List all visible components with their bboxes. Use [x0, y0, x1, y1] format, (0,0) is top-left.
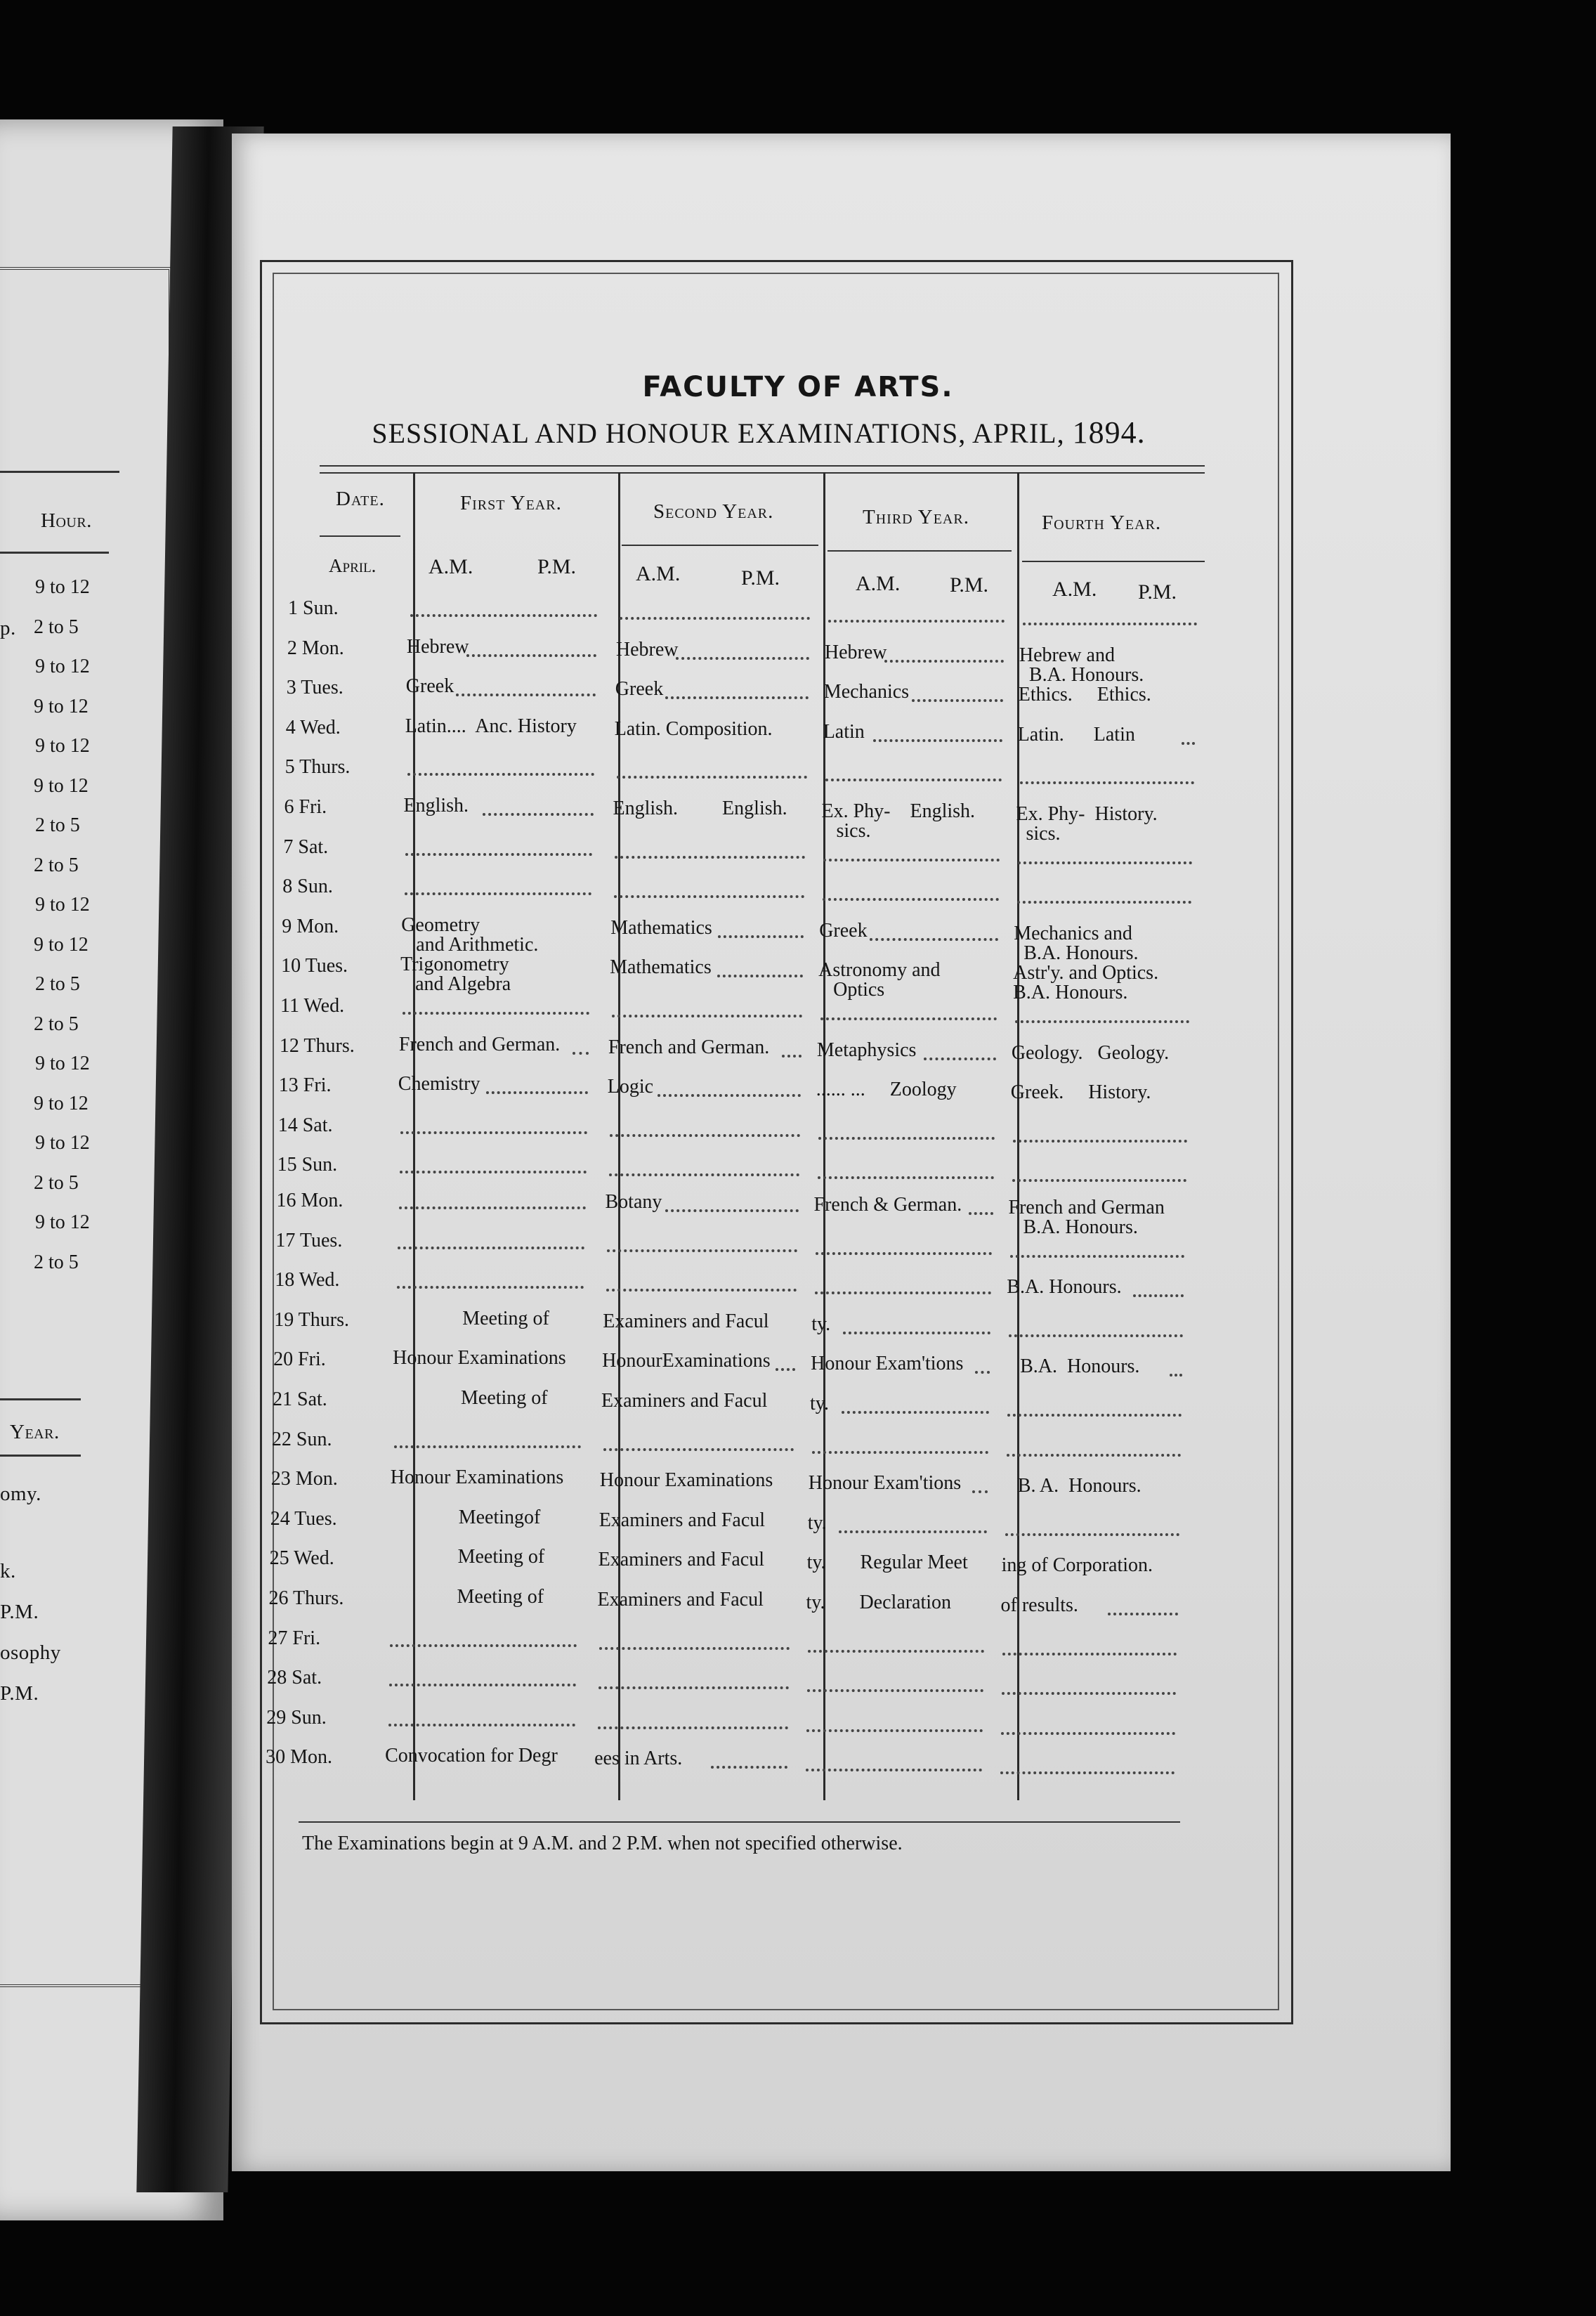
leader-dots [665, 696, 809, 699]
table-row [269, 1587, 1182, 1627]
leader-dots [456, 694, 596, 696]
row-cell-fourth-year: of results. [1000, 1594, 1078, 1616]
col-header-date: Date. [336, 488, 385, 510]
row-date: 11 Wed. [280, 995, 345, 1017]
row-cell-first-year: Trigonometry and Algebra [400, 954, 511, 996]
table-rule-bottom [299, 1821, 1180, 1823]
facing-hour-item: 9 to 12 [35, 1053, 90, 1074]
leader-dots [1170, 1374, 1183, 1377]
row-cell-second-year: Honour Examinations [599, 1469, 773, 1492]
row-cell-second-year: Examiners and Facul [598, 1549, 764, 1571]
facing-hour-item: 9 to 12 [35, 735, 90, 757]
leader-dots [812, 1451, 988, 1454]
first-am-label: A.M. [429, 555, 473, 578]
leader-dots [658, 1094, 801, 1097]
row-cell-first-year: English. [403, 795, 469, 817]
facing-year-header: Year. [10, 1421, 60, 1443]
row-date: 23 Mon. [270, 1468, 338, 1490]
row-cell-second-year: Latin. Composition. [614, 717, 773, 740]
col-header-second-year: Second Year. [653, 500, 774, 523]
table-row [276, 1190, 1190, 1238]
leader-dots [1007, 1454, 1181, 1457]
leader-dots [820, 1017, 997, 1020]
row-date: 28 Sat. [267, 1667, 322, 1689]
row-date: 17 Tues. [275, 1229, 343, 1251]
leader-dots [405, 892, 591, 895]
facing-hour-item: 9 to 12 [34, 1092, 89, 1114]
row-cell-third-year: ty. Regular Meet [806, 1551, 968, 1574]
row-cell-first-year: Meeting of [393, 1307, 549, 1329]
leader-dots [400, 1131, 587, 1134]
facing-hour-item: 9 to 12 [35, 1132, 90, 1154]
second-pm-label: P.M. [741, 566, 780, 590]
row-cell-fourth-year: Mechanics and B.A. Honours. [1014, 922, 1139, 964]
row-date: 2 Mon. [287, 637, 344, 659]
row-date: 5 Thurs. [284, 756, 351, 779]
row-date: 20 Fri. [273, 1348, 326, 1371]
leader-dots [870, 938, 999, 941]
row-date: 12 Thurs. [279, 1034, 355, 1057]
row-cell-first-year: Meeting of [392, 1387, 548, 1409]
row-cell-fourth-year: B.A. Honours. [1005, 1355, 1140, 1378]
leader-dots [620, 617, 810, 620]
row-cell-first-year: Meeting of [388, 1586, 544, 1608]
row-cell-third-year: Honour Exam'tions [808, 1472, 962, 1495]
leader-dots [400, 1171, 587, 1173]
facing-hour-item: 2 to 5 [34, 616, 79, 638]
row-date: 14 Sat. [277, 1114, 333, 1136]
third-am-label: A.M. [856, 572, 901, 595]
row-date: 21 Sat. [273, 1388, 327, 1410]
leader-dots [388, 1724, 575, 1726]
header-rule-third [828, 550, 1012, 552]
row-date: 25 Wed. [269, 1547, 334, 1570]
row-cell-first-year: Honour Examinations [393, 1347, 566, 1370]
header-rule-second [622, 545, 818, 546]
row-cell-first-year: Geometry and Arithmetic. [401, 913, 539, 956]
leader-dots [1108, 1613, 1178, 1615]
row-cell-fourth-year: B. A. Honours. [1002, 1475, 1142, 1497]
facing-hour-item: 9 to 12 [34, 774, 89, 797]
row-cell-first-year: Convocation for Degr [385, 1745, 558, 1767]
table-row [277, 1154, 1191, 1193]
row-cell-second-year: Botany [605, 1191, 662, 1213]
row-cell-first-year: French and German. [398, 1033, 561, 1055]
leader-dots [1007, 1414, 1182, 1417]
facing-hour-item: 9 to 12 [34, 933, 89, 956]
leader-dots [610, 1134, 800, 1137]
row-cell-third-year: Honour Exam'tions [811, 1353, 964, 1375]
row-cell-third-year: Mechanics [823, 681, 910, 703]
leader-dots [407, 773, 594, 776]
leader-dots [466, 654, 596, 657]
facing-hour-item: 9 to 12 [35, 576, 90, 598]
row-date: 27 Fri. [268, 1627, 321, 1649]
row-cell-second-year: Logic [607, 1076, 654, 1098]
leader-dots [609, 1173, 799, 1176]
row-cell-third-year: French & German. [813, 1194, 962, 1216]
row-date: 6 Fri. [284, 796, 327, 818]
row-cell-first-year: Latin.... Anc. History [405, 715, 577, 737]
row-date: 1 Sun. [288, 597, 339, 619]
row-date: 18 Wed. [275, 1269, 340, 1292]
leader-dots [486, 1091, 588, 1094]
leader-dots [969, 1212, 993, 1215]
leader-dots [816, 1252, 992, 1255]
leader-dots [1015, 1020, 1189, 1023]
row-cell-second-year: HonourExaminations [602, 1350, 771, 1372]
table-row [280, 1035, 1193, 1074]
facing-fragment: k. [0, 1560, 16, 1582]
leader-dots [399, 1206, 586, 1209]
facing-hour-item: 9 to 12 [34, 695, 89, 717]
row-cell-first-year: Hebrew [406, 635, 469, 658]
facing-hour-item: 9 to 12 [35, 1211, 90, 1233]
table-row [279, 1074, 1192, 1114]
row-cell-fourth-year: Ethics. Ethics. [1018, 684, 1151, 706]
facing-hour-item: 2 to 5 [35, 814, 80, 836]
facing-hour-item: 2 to 5 [35, 973, 80, 995]
table-row [284, 795, 1198, 845]
table-row [270, 1508, 1184, 1547]
table-row [274, 1309, 1187, 1348]
leader-dots [806, 1769, 982, 1771]
leader-dots [410, 614, 597, 617]
month-label: April. [329, 555, 377, 576]
row-date: 26 Thurs. [268, 1587, 344, 1609]
leader-dots [599, 1647, 790, 1650]
facing-hour-item: 2 to 5 [34, 854, 79, 876]
row-cell-second-year: Examiners and Facul [597, 1589, 764, 1611]
leader-dots [818, 1176, 994, 1179]
document-subtitle [0, 415, 1517, 450]
row-cell-third-year: Hebrew [824, 641, 887, 663]
row-cell-third-year: ty. [811, 1313, 831, 1335]
facing-fragment: P.M. [0, 1682, 39, 1705]
row-date: 7 Sat. [283, 835, 329, 858]
footnote: The Examinations begin at 9 A.M. and 2 P.M. when not specified otherwise. [302, 1833, 903, 1854]
leader-dots [815, 1292, 991, 1294]
row-cell-third-year: Ex. Phy- English. sics. [821, 800, 976, 842]
row-cell-second-year: Hebrew [615, 638, 679, 661]
header-rule-top-2 [320, 472, 1205, 474]
row-cell-third-year: ty. [807, 1511, 827, 1534]
table-row [275, 1230, 1189, 1269]
leader-dots [1010, 1255, 1184, 1258]
leader-dots [1133, 1294, 1184, 1297]
row-date: 22 Sun. [271, 1428, 332, 1450]
header-rule-top [320, 465, 1205, 467]
leader-dots [665, 1209, 799, 1212]
table-row [287, 677, 1200, 716]
row-cell-third-year: Latin [823, 720, 865, 743]
table-row [280, 995, 1193, 1034]
row-cell-first-year: Chemistry [398, 1073, 480, 1095]
row-cell-third-year: Astronomy and Optics [818, 959, 941, 1001]
facing-fragment: p. [0, 617, 16, 639]
facing-hour-header: Hour. [41, 509, 92, 532]
row-cell-first-year: Greek [405, 675, 454, 698]
leader-dots [1023, 623, 1197, 625]
row-cell-fourth-year: ing of Corporation. [1001, 1554, 1153, 1577]
row-cell-second-year: Examiners and Facul [603, 1310, 769, 1332]
row-cell-fourth-year: Astr'y. and Optics. B.A. Honours. [1013, 962, 1159, 1004]
row-cell-second-year: Mathematics [610, 956, 712, 979]
leader-dots [807, 1689, 983, 1692]
row-date: 24 Tues. [270, 1507, 337, 1530]
leader-dots [972, 1490, 988, 1493]
leader-dots [808, 1650, 984, 1653]
leader-dots [397, 1286, 584, 1289]
row-cell-third-year: ty. [810, 1393, 829, 1414]
leader-dots [617, 776, 807, 779]
first-pm-label: P.M. [537, 555, 577, 578]
third-pm-label: P.M. [950, 573, 989, 597]
leader-dots [1012, 1179, 1186, 1182]
leader-dots [573, 1052, 589, 1055]
row-cell-fourth-year: Geology. Geology. [1011, 1041, 1170, 1064]
leader-dots [1017, 901, 1191, 904]
row-cell-fourth-year: B.A. Honours. [1007, 1276, 1122, 1299]
row-cell-third-year: ...... ... Zoology [816, 1079, 957, 1101]
facing-hour-item: 2 to 5 [34, 1171, 79, 1194]
row-date: 30 Mon. [266, 1746, 332, 1769]
row-cell-fourth-year: Ex. Phy- History. sics. [1016, 803, 1158, 845]
leader-dots [598, 1726, 788, 1729]
row-cell-first-year: Meeting of [388, 1546, 545, 1568]
leader-dots [718, 935, 804, 938]
leader-dots [823, 859, 1000, 861]
leader-dots [1005, 1533, 1179, 1536]
facing-hour-item: 9 to 12 [35, 656, 90, 677]
row-cell-third-year: Metaphysics [816, 1039, 917, 1061]
leader-dots [884, 660, 1004, 663]
leader-dots [598, 1686, 789, 1689]
leader-dots [1002, 1653, 1177, 1655]
table-row [286, 717, 1199, 756]
row-cell-third-year: Greek [819, 919, 868, 942]
table-row [283, 836, 1196, 876]
leader-dots [607, 1249, 797, 1252]
facing-hour-item: 9 to 12 [35, 894, 90, 916]
facing-rule [0, 1398, 81, 1400]
leader-dots [825, 779, 1002, 781]
leader-dots [776, 1368, 795, 1371]
row-date: 19 Thurs. [274, 1308, 350, 1331]
leader-dots [1001, 1732, 1175, 1735]
row-cell-second-year: ees in Arts. [594, 1748, 683, 1770]
facing-rule [0, 471, 119, 473]
table-row [268, 1627, 1181, 1667]
facing-fragment: osophy [0, 1641, 61, 1664]
row-cell-second-year: Greek [615, 678, 664, 701]
subtitle-year: 1894. [1072, 415, 1146, 450]
row-cell-second-year: English. English. [613, 798, 787, 819]
col-header-fourth-year: Fourth Year. [1042, 512, 1162, 534]
leader-dots [603, 1448, 794, 1451]
row-cell-third-year: ty. Declaration [806, 1592, 952, 1613]
table-row [273, 1388, 1186, 1428]
leader-dots [612, 1015, 802, 1017]
leader-dots [1002, 1692, 1176, 1695]
table-row [278, 1114, 1191, 1154]
facing-rule [0, 1455, 81, 1457]
leader-dots [1009, 1334, 1183, 1337]
header-rule-fourth [1022, 561, 1205, 562]
leader-dots [818, 1137, 995, 1140]
leader-dots [924, 1058, 996, 1060]
table-row [275, 1269, 1188, 1308]
row-cell-second-year: Examiners and Facul [601, 1390, 768, 1412]
row-date: 15 Sun. [277, 1154, 338, 1176]
table-row [281, 954, 1194, 1004]
table-row [266, 1707, 1179, 1746]
leader-dots [614, 895, 804, 898]
table-row [282, 876, 1196, 915]
table-row [288, 597, 1201, 637]
leader-dots [842, 1411, 990, 1414]
row-cell-fourth-year: French and German B.A. Honours. [1008, 1197, 1165, 1238]
leader-dots [483, 813, 594, 816]
leader-dots [405, 853, 592, 856]
col-header-first-year: First Year. [460, 492, 562, 514]
row-cell-fourth-year: Hebrew and B.A. Honours. [1019, 644, 1144, 686]
leader-dots [1020, 781, 1194, 784]
table-row [270, 1547, 1183, 1587]
leader-dots [615, 856, 805, 859]
facing-fragment: P.M. [0, 1601, 39, 1623]
row-date: 8 Sun. [282, 876, 333, 898]
document-title: FACULTY OF ARTS. [642, 371, 954, 403]
table-row [266, 1746, 1179, 1785]
row-date: 16 Mon. [276, 1190, 344, 1211]
table-row [271, 1468, 1184, 1507]
row-cell-second-year: Examiners and Facul [598, 1509, 766, 1531]
row-cell-first-year: Meetingof [389, 1506, 541, 1528]
leader-dots [782, 1055, 802, 1058]
leader-dots [912, 699, 1003, 702]
row-cell-fourth-year: Greek. History. [1010, 1081, 1151, 1104]
row-date: 10 Tues. [281, 955, 348, 977]
fourth-pm-label: P.M. [1138, 580, 1177, 604]
row-cell-second-year: French and German. [608, 1036, 770, 1058]
table-row [287, 635, 1201, 686]
row-date: 3 Tues. [286, 677, 344, 699]
leader-dots [389, 1684, 576, 1686]
leader-dots [717, 975, 804, 977]
table-row [267, 1667, 1180, 1706]
leader-dots [975, 1371, 990, 1374]
leader-dots [823, 898, 999, 901]
col-header-third-year: Third Year. [863, 506, 969, 528]
leader-dots [1018, 861, 1192, 864]
row-date: 13 Fri. [278, 1074, 332, 1097]
leader-dots [828, 620, 1005, 623]
facing-hour-item: 2 to 5 [34, 1251, 79, 1273]
table-row [285, 756, 1198, 795]
row-date: 29 Sun. [266, 1706, 327, 1729]
row-date: 9 Mon. [282, 915, 339, 937]
row-cell-first-year: Honour Examinations [390, 1466, 564, 1489]
table-row [272, 1429, 1185, 1468]
table-row [282, 913, 1195, 964]
facing-fragment: omy. [0, 1483, 41, 1505]
row-date: 4 Wed. [285, 716, 341, 739]
leader-dots [1013, 1140, 1187, 1143]
leader-dots [394, 1445, 581, 1448]
leader-dots [1182, 742, 1195, 745]
header-rule-date [320, 535, 400, 537]
leader-dots [676, 657, 809, 660]
row-cell-fourth-year: Latin. Latin [1017, 723, 1135, 746]
facing-rule [0, 552, 109, 554]
leader-dots [839, 1530, 987, 1533]
leader-dots [398, 1247, 584, 1249]
leader-dots [711, 1766, 787, 1769]
leader-dots [403, 1012, 589, 1015]
leader-dots [873, 739, 1002, 742]
leader-dots [1000, 1771, 1175, 1774]
leader-dots [843, 1332, 991, 1334]
leader-dots [806, 1729, 983, 1732]
table-row [273, 1348, 1186, 1388]
leader-dots [390, 1644, 577, 1647]
facing-hour-item: 2 to 5 [34, 1013, 79, 1035]
subtitle-text: SESSIONAL AND HONOUR EXAMINATIONS, APRIL, [372, 417, 1065, 449]
fourth-am-label: A.M. [1052, 578, 1097, 601]
leader-dots [606, 1289, 797, 1292]
row-cell-second-year: Mathematics [610, 916, 712, 939]
second-am-label: A.M. [636, 562, 681, 585]
